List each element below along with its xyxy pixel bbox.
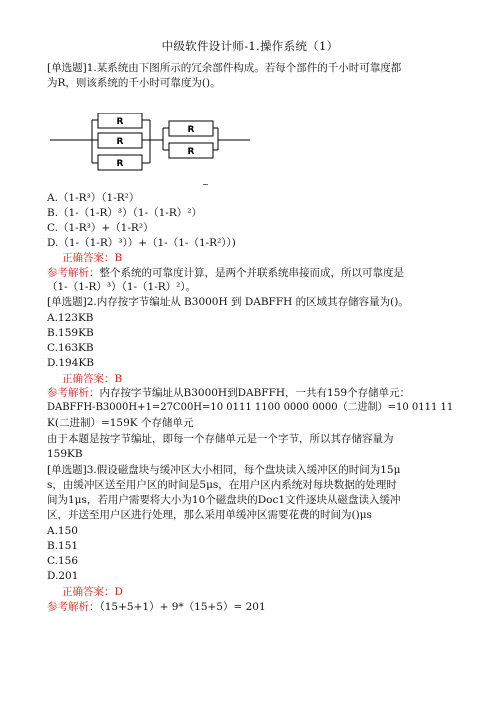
q2-analysis-line1: 内存按字节编址从B3000H到DABFFH，一共有159个存储单元： bbox=[99, 387, 411, 399]
q3-option-b: B.151 bbox=[47, 540, 79, 552]
q1-stem-line2: 为R，则该系统的千小时可靠度为()。 bbox=[47, 77, 221, 89]
q1-reliability-diagram bbox=[50, 113, 290, 188]
q1-option-c: C.（1-R³）+（1-R²） bbox=[47, 222, 154, 234]
q1-stem-line1: [单选题]1.某系统由下图所示的冗余部件构成。若每个部件的千小时可靠度都 bbox=[47, 62, 402, 74]
block-r-4: R bbox=[187, 125, 195, 135]
q3-analysis-label: 参考解析： bbox=[47, 601, 100, 613]
page-title: 中级软件设计师-1.操作系统（1） bbox=[161, 39, 339, 53]
q3-stem-line2: s，由缓冲区送至用户区的时间是5μs，在用户区内系统对每块数据的处理时 bbox=[47, 479, 397, 491]
block-r-5: R bbox=[187, 147, 195, 157]
block-r-2: R bbox=[116, 137, 124, 147]
q3-stem-line1: [单选题]3.假设磁盘块与缓冲区大小相同，每个盘块读入缓冲区的时间为15μ bbox=[47, 464, 401, 476]
q3-option-c: C.156 bbox=[47, 555, 79, 567]
q2-analysis-line5: 159KB bbox=[47, 448, 83, 460]
q2-analysis-line4: 由于本题是按字节编址，即每一个存储单元是一个字节，所以其存储容量为 bbox=[47, 433, 394, 445]
block-r-3: R bbox=[116, 159, 124, 169]
q2-analysis-label: 参考解析： bbox=[47, 387, 100, 399]
q2-analysis-line3: K(二进制）=159K 个存储单元 bbox=[47, 417, 194, 429]
q2-option-d: D.194KB bbox=[47, 357, 94, 369]
q1-analysis-line1: 整个系统的可靠度计算，是两个并联系统串接而成，所以可靠度是 bbox=[99, 267, 404, 279]
q1-answer: 正确答案：B bbox=[62, 252, 123, 264]
q2-option-c: C.163KB bbox=[47, 342, 94, 354]
q2-analysis-line2: DABFFH-B3000H+1=27C00H=10 0111 1100 0000 0000（二进制）=10 0111 11 bbox=[47, 402, 454, 413]
q3-stem-line3: 间为1μs，若用户需要将大小为10个磁盘块的Doc1文件逐块从磁盘读入缓冲 bbox=[47, 494, 401, 506]
q2-option-a: A.123KB bbox=[47, 312, 94, 324]
q3-analysis-line1: （15+5+1）+ 9*（15+5）= 201 bbox=[99, 601, 266, 613]
q1-option-b: B.（1-（1-R）³）（1-（1-R）²） bbox=[47, 207, 202, 219]
q1-analysis-line2: （1-（1-R）³）（1-（1-R）²）。 bbox=[47, 281, 197, 293]
q1-option-d: D.（1-（1-R）³））+（1-（1-（1-R²））) bbox=[47, 237, 236, 249]
q3-stem-line4: 区，并送至用户区进行处理，那么采用单缓冲区需要花费的时间为()μs bbox=[47, 509, 372, 521]
q3-option-d: D.201 bbox=[47, 570, 79, 582]
q2-option-b: B.159KB bbox=[47, 327, 94, 339]
q2-answer: 正确答案：B bbox=[62, 373, 123, 385]
q3-answer: 正确答案：D bbox=[62, 586, 123, 598]
q1-analysis-label: 参考解析： bbox=[47, 267, 100, 279]
block-r-1: R bbox=[116, 117, 124, 127]
q3-option-a: A.150 bbox=[47, 525, 78, 537]
svg-text:~: ~ bbox=[202, 180, 209, 188]
q1-option-a: A.（1-R³）（1-R²） bbox=[47, 192, 140, 204]
q2-stem: [单选题]2.内存按字节编址从 B3000H 到 DABFFH 的区域其存储容量为()。 bbox=[47, 296, 409, 308]
